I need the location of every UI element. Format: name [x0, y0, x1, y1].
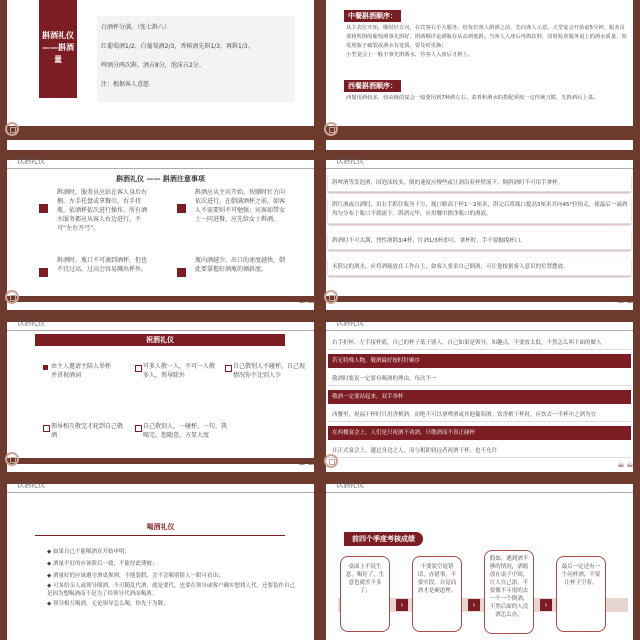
slide8-card-text: 不要装空说错话，办错事，不要中段，自觉而酒才是硬道理。 — [417, 564, 457, 594]
slide-4[interactable] — [326, 157, 635, 310]
chevron-right-icon: › — [396, 599, 408, 611]
slide1-line: 红葡萄酒1/2、白葡萄酒2/3，香槟酒先斟1/3，再斟1/3。 — [101, 43, 254, 50]
footer-bar — [7, 126, 314, 140]
bullet-square — [225, 365, 232, 372]
slide8-title — [344, 532, 423, 546]
slide5-title-text: 祝酒礼仪 — [146, 336, 174, 344]
cups-icon: ☕☕ — [297, 458, 316, 468]
header-label: 饮酒礼仪 — [17, 481, 45, 489]
slide6-row — [328, 336, 631, 350]
slide4-row-text: 斟红酒或白酒时，用右手抓住瓶身下方，瓶口略高于杯1～2厘米，斟完后将瓶口提高3厘米并向45°拉抬走，使最后一滴酒均匀分布于瓶口不致流下。斟酒完毕，应用餐巾擦净瓶口的酒液。 — [332, 202, 628, 217]
slide7-title-rule — [35, 535, 285, 536]
slide8-card-text: 最后一定还有一个问杯酒，不要让杯子空着。 — [561, 564, 601, 586]
slide7-item-text: 可多给亲人或领导倒酒，不可随乱代酒，就是要代，也要在领导或客户确实想找人代，还要装作自己是因为想喝酒而不是为了给领导代酒而喝酒。 — [47, 583, 295, 597]
slide8-card — [340, 556, 390, 632]
slide-8[interactable] — [326, 481, 633, 640]
slide7-list — [47, 546, 295, 610]
slide6-row — [328, 426, 631, 440]
slide6-row-text: 在西餐宴会上，人们是只祝酒不劝酒，只敬酒而不真正碰杯 — [332, 430, 476, 436]
knot-icon — [324, 122, 338, 136]
knot-icon — [324, 454, 338, 468]
bullet-square — [177, 268, 186, 277]
header-divider — [7, 492, 314, 493]
bullet-square — [135, 365, 142, 372]
zh-order-line: 小型宴会上一般不事先斟酒水，待客人入座后才斟上。 — [346, 52, 474, 58]
header-divider — [326, 492, 633, 493]
slide7-item-text: 领导相互喝酒，无论领导怎么喝，你先干为敬； — [52, 601, 169, 607]
zh-order-text — [346, 24, 628, 60]
slide8-card — [484, 550, 534, 634]
header-divider — [326, 330, 633, 331]
west-order-text — [346, 94, 628, 103]
slide1-line: 白酒杯分满。（张七斟八） — [101, 24, 171, 31]
knot-icon — [324, 290, 338, 304]
west-order-title — [344, 80, 401, 92]
slide3-item: 斟酒应从主宾开始，按顺时针方向依次进行，在倒满酒杯之前，如客人不需要则不可勉强；宾客如带女士一同进餐，应先给女士斟酒。 — [195, 189, 286, 223]
bullet-square — [43, 365, 48, 370]
slide3-item: 瓶内酒越少，出口的速度越快，倒此要掌握好酒瓶的倾斜度。 — [195, 257, 286, 273]
footer-bar — [7, 458, 314, 464]
header-label: 饮酒礼仪 — [336, 157, 364, 165]
slide7-item-text: 酒量好的应该遵守酒桌规则，不能装假，会不会喝别猜人一眼可看出； — [52, 573, 224, 579]
slide6-row-text: 敬酒一定要站起来，双手举杯 — [332, 394, 404, 400]
bullet-square — [43, 425, 50, 432]
slide3-item: 斟酒时，瓶口不可滴到酒杯，但也不宜过高，过高会容易溅出杯外。 — [57, 257, 148, 273]
slide-3[interactable] — [7, 157, 316, 310]
slide1-line: 啤酒分两次斟，酒占8分，泡沫占2分。 — [101, 62, 205, 69]
slide5-item: 自己敬别人不碰杯，自己视情况你不比别人少 — [233, 363, 306, 379]
slide4-row — [328, 258, 631, 276]
slide5-item: 由主人邀请主陪人举杯并讲祝酒词 — [51, 363, 112, 379]
slide5-item: 自己敬别人，一碰杯，一句，我喝完，您随意，方显大度 — [143, 423, 228, 439]
footer-bar — [326, 296, 633, 302]
slide4-row-text: 斟酒时不可太满，烈性酒斟3/4杯，红酒1/3杯即可。拿杯时，手不要触摸杯口。 — [332, 238, 526, 244]
header-label: 饮酒礼仪 — [17, 319, 45, 327]
slide8-card — [412, 556, 462, 632]
slide6-row-text: 西餐里，祝福干杯时只用香槟酒，而绝不可以拿啤酒或其他葡萄酒。饮香槟干杯时，应饮去一半杯中之酒为宜 — [332, 412, 597, 418]
slide6-row — [328, 444, 631, 458]
footer-bar — [326, 126, 633, 140]
slide6-row — [328, 354, 631, 368]
cups-icon: ☕☕ — [616, 460, 635, 470]
west-order-line: 西餐用酒较多，较高级的宴会一般要用到7种酒左右。菜肴和酒水的搭配须按一定传统习惯，先斟酒后上菜。 — [346, 95, 599, 101]
cups-icon: ☕☕ — [297, 128, 316, 138]
cups-icon: ☕☕ — [616, 128, 635, 138]
slide1-title-box — [39, 0, 77, 98]
slide7-item: ◆ 酒量好的应该遵守酒桌规则，不能装假，会不会喝别猜人一眼可看出； — [47, 573, 224, 579]
slide7-item: ◆ 可多给亲人或领导倒酒，不可随乱代酒，就是要代，也要在领导或客户确实想找人代，还要装作自己是因为想喝酒而不是为了给领导代酒而喝酒。 — [47, 583, 295, 597]
slide6-row-text: 若无特殊人物，敬酒最好按时针顺序 — [332, 358, 421, 364]
header-label: 饮酒礼仪 — [336, 319, 364, 327]
header-label: 饮酒礼仪 — [336, 481, 364, 489]
slide-1[interactable] — [7, 0, 314, 150]
slide4-row-text: 未斟完的酒水，应将酒瓶放在工作台上，如客人要求自己倒酒，可让他根据客人意识的位置摆放。 — [332, 264, 569, 270]
bullet-square — [177, 204, 186, 213]
header-divider — [326, 168, 633, 169]
slide6-row — [328, 408, 631, 422]
slide-2[interactable] — [326, 0, 633, 150]
slide1-title: 斟酒礼仪——斟酒量 — [42, 31, 74, 64]
slide8-card-text: 假如，遇到酒不够的情况，酒瓶放在桌子中间，让人自己添，不要像不斗很的去一个一个倒酒，不然后面的人没酒怎么办， — [489, 556, 529, 618]
slide8-card — [556, 556, 606, 632]
bullet-square — [39, 204, 48, 213]
header-divider — [7, 330, 314, 331]
knot-icon — [5, 122, 19, 136]
header-label: 饮酒礼仪 — [17, 157, 45, 165]
west-order-title-text: 西餐斟酒顺序： — [348, 82, 397, 90]
slide4-row — [328, 198, 631, 224]
slide7-item: ◆ 领导相互喝酒，无论领导怎么喝，你先干为敬； — [47, 601, 169, 607]
knot-icon — [5, 452, 19, 466]
slide8-title-text: 前四个季度考核成绩 — [352, 535, 415, 543]
slide7-item: ◆ 酒量不好的应该阶后一致，不能厚此薄彼； — [47, 561, 158, 567]
zh-order-title-text: 中餐斟酒顺序： — [348, 12, 397, 20]
chevron-right-icon: › — [540, 599, 552, 611]
knot-icon — [5, 290, 19, 304]
slide-5[interactable] — [7, 319, 316, 472]
slide4-row — [328, 232, 631, 250]
slide6-row — [328, 390, 631, 404]
slide5-item: 领导相互敬完才轮到自己敬酒 — [51, 423, 124, 439]
slide-7[interactable] — [7, 481, 314, 640]
slide3-title: 斟酒礼仪 —— 斟酒注意事项 — [116, 175, 205, 183]
zh-order-title — [344, 10, 401, 22]
slide1-line: 注：根据客人意愿 — [101, 81, 150, 88]
slide5-item: 可多人敬一人，不可一人敬多人，领导除外 — [143, 363, 216, 379]
bullet-square — [39, 268, 48, 277]
slide4-row — [328, 174, 631, 192]
slide7-item: ◆ 如果自己不能喝酒在开始申明； — [47, 549, 130, 555]
slide6-row-text: 在正式宴会上，越过身边之人，而与相距较远者祝酒干杯，也不允许 — [332, 448, 498, 454]
slide4-row-text: 斟啤酒等发泡酒，因泡沫较多，倒的速度应慢些或让酒沿着杯壁流下，倒斟酒时不可用手拿杯。 — [332, 180, 564, 186]
slide-6[interactable] — [326, 319, 635, 472]
slide6-row-text: 右手拒杯，左手接杯底，自己的杯子低于别人。自己如果是领导，知趣点，不要放太低，不然怎么叫下面的做人 — [332, 340, 602, 346]
header-divider — [7, 168, 314, 169]
cups-icon: ☕☕ — [297, 296, 316, 306]
zh-order-line: 从主宾位开始，顺时针方向，在宾客右手方服务，给每位客人斟酒之前，先向客人示意。大型宴会开始前5分钟，服务员要将所斟的葡萄酒事先斟好。斟酒顺序是酒瓶在从高到低斟。当客人入座后再斟饮料，同时检查服务桌上的酒水质量，如发现瓶子破裂或酒水有变质，要及时更换； — [346, 25, 627, 49]
slide5-title — [35, 334, 285, 346]
slide6-row-text: 敬酒时要说一定要有喝酒的理由，每次不一 — [332, 376, 437, 382]
slide6-row — [328, 372, 631, 386]
slide8-card-text: 桌面上不说生意，喝好了，生意也就差不多了； — [345, 564, 385, 594]
footer-bar — [7, 296, 314, 302]
slide1-body — [97, 16, 295, 102]
slide7-item-text: 酒量不好的应该阶后一致，不能厚此薄彼； — [52, 561, 158, 567]
cups-icon: ☕☕ — [616, 296, 635, 306]
slide3-item: 斟酒时，服务员应站在客人身后右侧，左手托盘或拿餐巾，右手持瓶，依酒杯依次进行操作，所有酒水服务都应从客人右边进行，不可“左右开弓”。 — [57, 189, 148, 232]
slide7-item-text: 如果自己不能喝酒在开始申明； — [52, 549, 130, 555]
chevron-right-icon: › — [468, 599, 480, 611]
bullet-square — [135, 425, 142, 432]
slide7-title: 喝酒礼仪 — [146, 523, 175, 531]
